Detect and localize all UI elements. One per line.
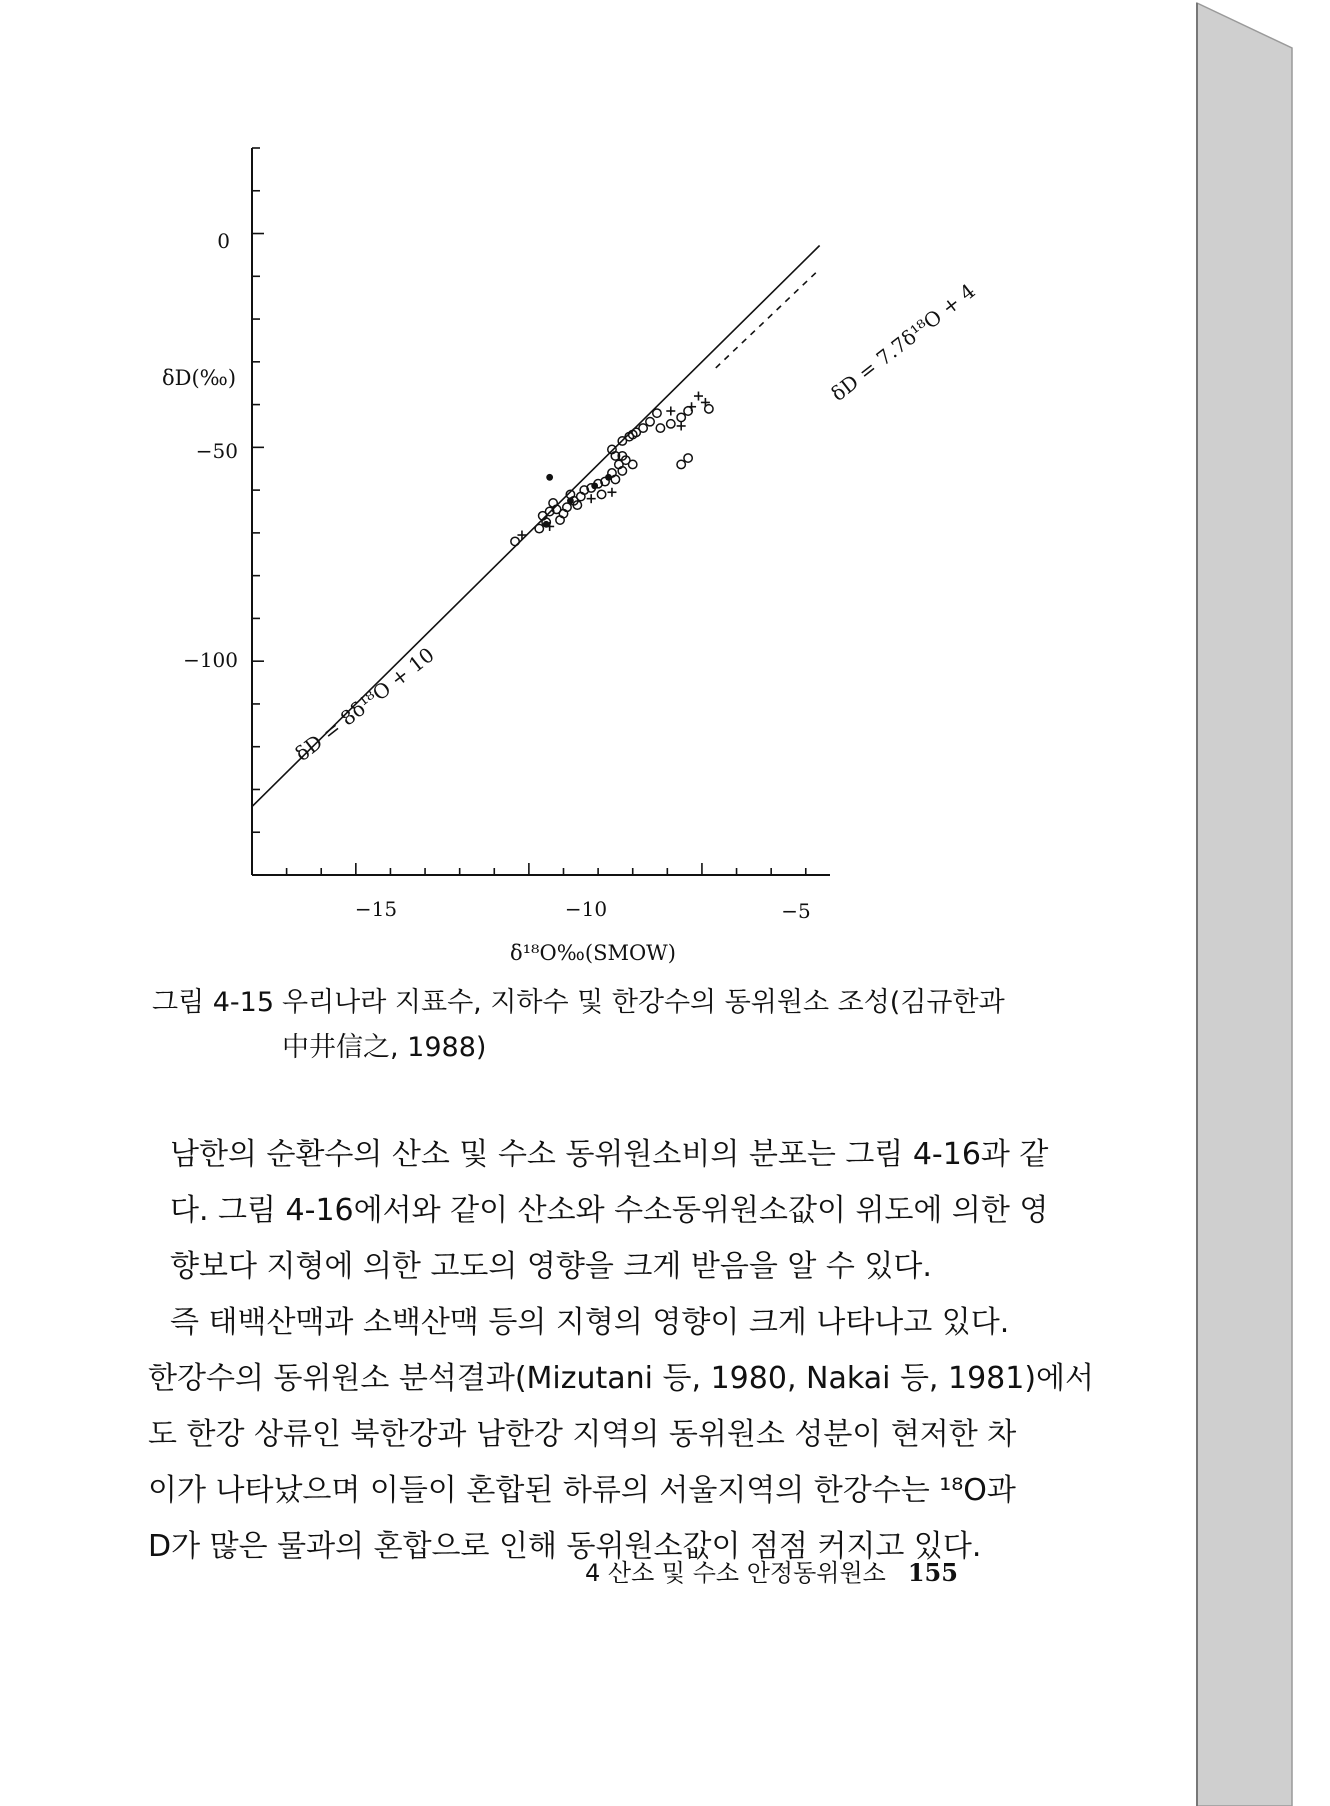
line1-equation-label: δD = 8δ¹⁸O + 10 (290, 642, 439, 766)
body-paragraph-1 (148, 1127, 1049, 1295)
body-paragraph-2 (148, 1295, 1095, 1575)
para2-line-3: 도 한강 상류인 북한강과 남한강 지역의 동위원소 성분이 현저한 차 (148, 1417, 1017, 1452)
para2-line-5: D가 많은 물과의 혼합으로 인해 동위원소값이 점점 커지고 있다. (148, 1529, 982, 1564)
para1-line-2: 다. 그림 4-16에서와 같이 산소와 수소동위원소값이 위도에 의한 영 (170, 1193, 1049, 1228)
page-edge-side (1197, 3, 1292, 1806)
data-points (511, 392, 713, 546)
axis-labels (162, 229, 980, 965)
page-footer (585, 1553, 958, 1588)
open-circle-point (677, 413, 685, 421)
para2-line-1: 즉 태백산맥과 소백산맥 등의 지형의 영향이 크게 나타나고 있다. (170, 1305, 1010, 1340)
filled-dot-point (543, 521, 550, 528)
y-tick-label-0: 0 (217, 229, 230, 253)
line2-equation-label: δD = 7.7δ¹⁸O + 4 (826, 278, 980, 406)
isotope-scatter-plot (150, 140, 990, 970)
cross-point (517, 531, 526, 540)
cross-point (694, 392, 703, 401)
open-circle-point (597, 490, 605, 498)
open-circle-point (511, 537, 519, 545)
figure-caption-line2: 中井信之, 1988) (282, 1032, 487, 1063)
para2-line-4: 이가 나타났으며 이들이 혼합된 하류의 서울지역의 한강수는 ¹⁸O과 (148, 1473, 1016, 1508)
y-tick-label-minus50: −50 (195, 439, 238, 463)
x-tick-label-minus5: −5 (781, 899, 811, 923)
figure-caption-label: 그림 4-15 (152, 987, 275, 1018)
filled-dot-point (546, 474, 553, 481)
y-tick-label-minus100: −100 (183, 648, 238, 672)
running-footer-chapter: 4 산소 및 수소 안정동위원소 (585, 1559, 886, 1587)
figure-caption-line1: 우리나라 지표수, 지하수 및 한강수의 동위원소 조성(김규한과 (282, 987, 1005, 1018)
filled-dot-point (605, 474, 612, 481)
filled-dot-point (567, 497, 574, 504)
open-circle-point (639, 424, 647, 432)
para2-line-2: 한강수의 동위원소 분석결과(Mizutani 등, 1980, Nakai 등, 1981)에서 (148, 1361, 1095, 1396)
x-tick-label-minus15: −15 (354, 897, 398, 921)
para1-line-1: 남한의 순환수의 산소 및 수소 동위원소비의 분포는 그림 4-16과 같 (170, 1137, 1049, 1172)
y-axis-label: δD(‰) (162, 366, 237, 390)
open-circle-point (684, 454, 692, 462)
cross-point (666, 407, 675, 416)
open-circle-point (653, 409, 661, 417)
filled-dot-point (591, 482, 598, 489)
open-circle-point (629, 460, 637, 468)
page-number: 155 (907, 1558, 958, 1587)
para1-line-3: 향보다 지형에 의한 고도의 영향을 크게 받음을 알 수 있다. (170, 1249, 932, 1284)
cross-point (701, 398, 710, 407)
cross-point (607, 488, 616, 497)
open-circle-point (667, 420, 675, 428)
cross-point (587, 494, 596, 503)
open-circle-point (535, 524, 543, 532)
x-axis-label: δ¹⁸O‰(SMOW) (510, 941, 676, 965)
open-circle-point (646, 417, 654, 425)
cross-point (687, 402, 696, 411)
cross-point (677, 421, 686, 430)
open-circle-point (677, 460, 685, 468)
x-tick-label-minus10: −10 (564, 897, 608, 921)
open-circle-point (656, 424, 664, 432)
local-water-line (716, 269, 820, 368)
